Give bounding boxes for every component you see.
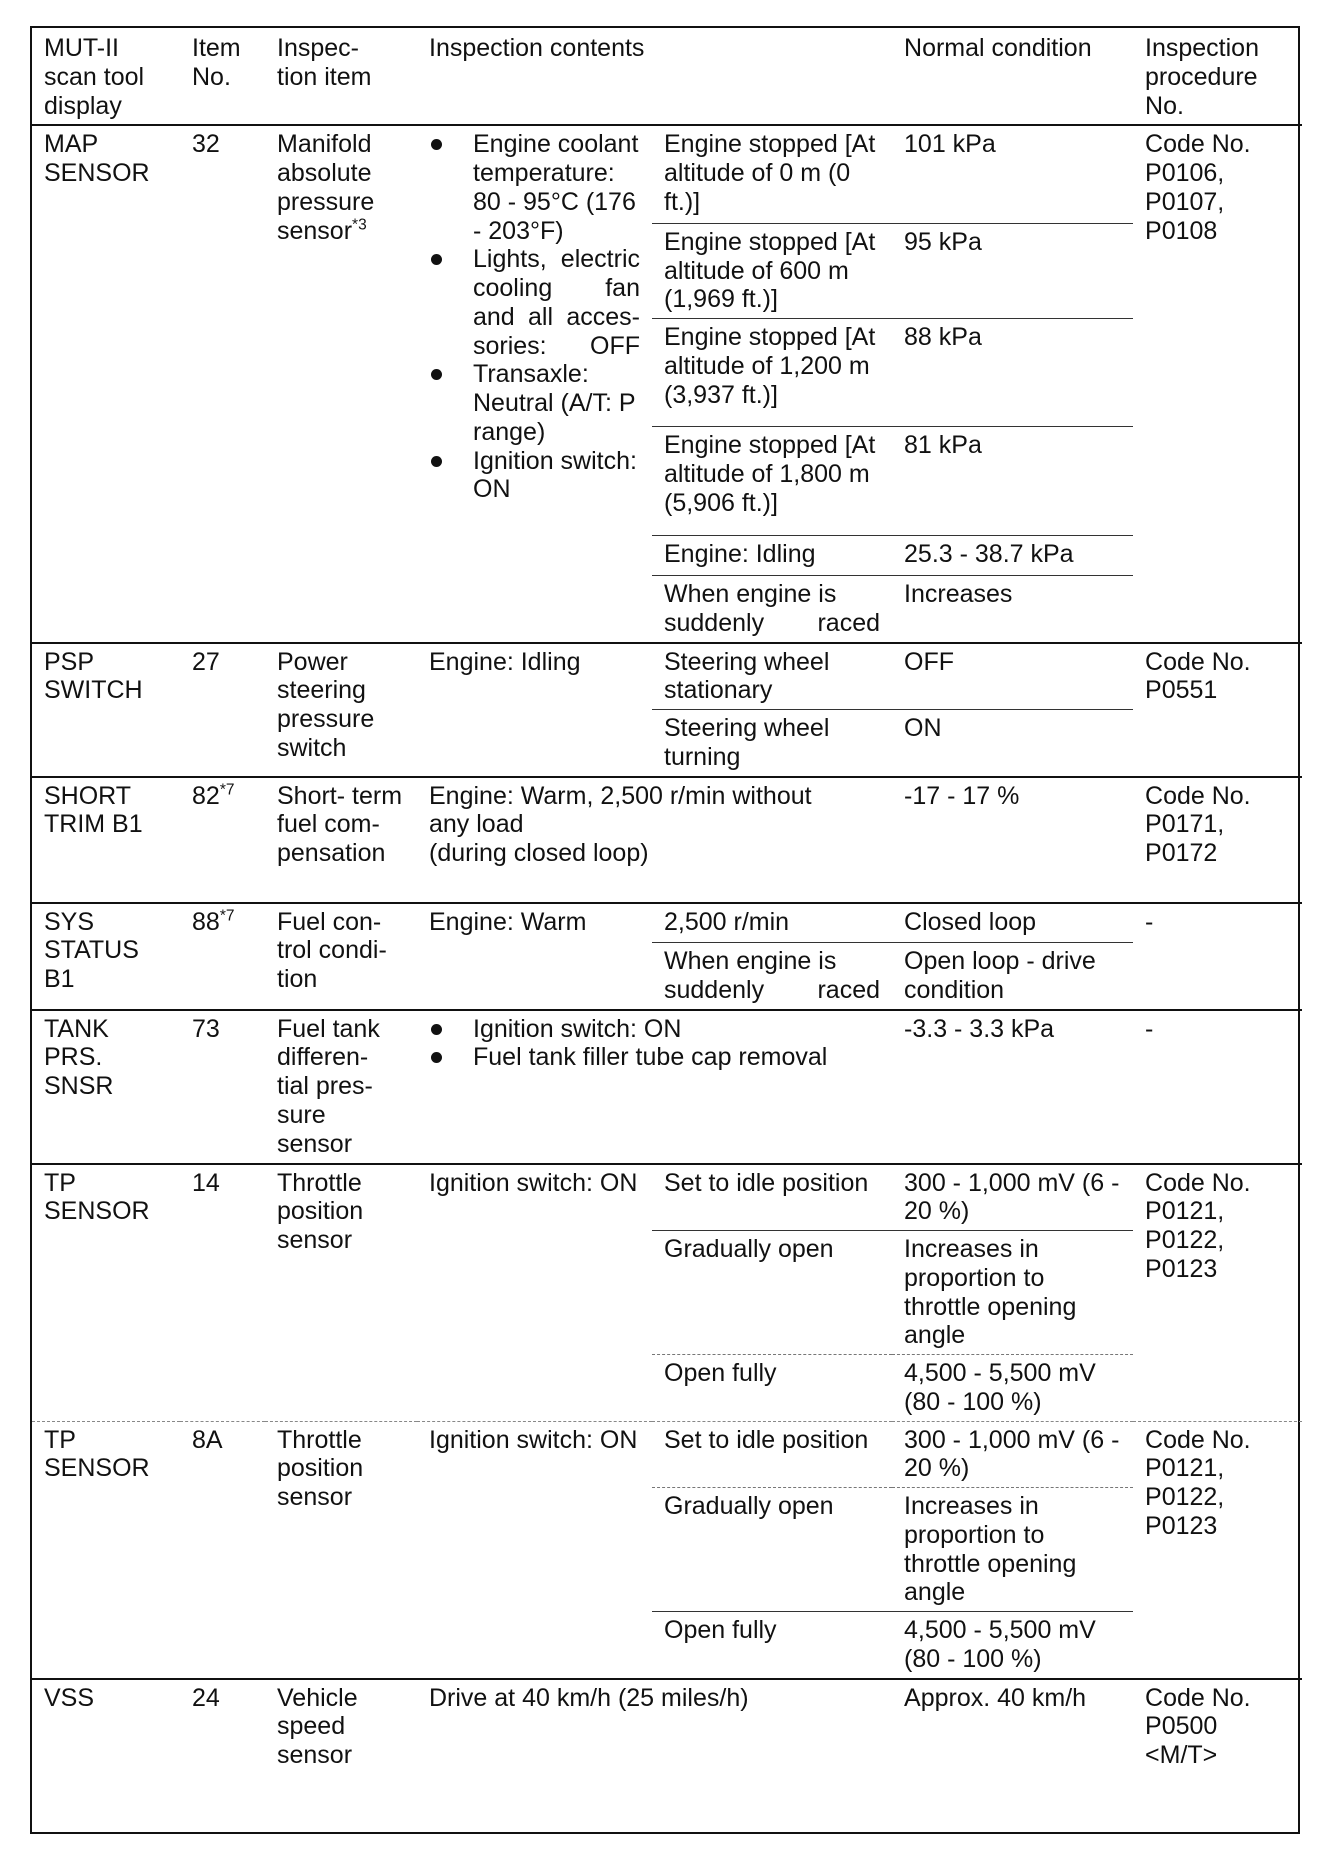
condition-cell: Gradually open [652, 1488, 892, 1612]
display-name: TP SENSOR [32, 1421, 180, 1679]
display-name: SYS STATUS B1 [32, 903, 180, 1010]
item-number: 8A [180, 1421, 265, 1679]
normal-value: -3.3 - 3.3 kPa [892, 1010, 1133, 1164]
header-procedure: Inspection procedure No. [1145, 34, 1259, 120]
inspection-contents [417, 777, 892, 903]
inspection-item: Fuel con- trol condi- tion [265, 903, 417, 1010]
list-item: Ignition switch: ON [423, 1015, 880, 1044]
condition-cell: Open fully [652, 1612, 892, 1679]
inspection-item: Short- term fuel com- pensation [265, 777, 417, 903]
table-row [32, 643, 1302, 710]
normal-value: Closed loop [892, 903, 1133, 943]
item-number-text: 82 [192, 781, 220, 810]
normal-value: 25.3 - 38.7 kPa [892, 536, 1133, 576]
procedure-code: Code No. P0121, P0122, P0123 [1133, 1421, 1302, 1679]
condition-cell: Steering wheel stationary [652, 643, 892, 710]
header-normal-condition: Normal condition [904, 34, 1092, 62]
normal-value: 300 - 1,000 mV (6 - 20 %) [892, 1421, 1133, 1488]
normal-value: 95 kPa [892, 223, 1133, 318]
normal-value: ON [892, 710, 1133, 777]
procedure-code: Code No. P0551 [1133, 643, 1302, 777]
display-name: SHORT TRIM B1 [32, 777, 180, 903]
display-name: TP SENSOR [32, 1164, 180, 1422]
normal-value: Increases in proportion to throttle opening angle [892, 1488, 1133, 1612]
inspection-contents: Drive at 40 km/h (25 miles/h) [417, 1679, 892, 1833]
condition-cell: Set to idle position [652, 1164, 892, 1231]
table-row [32, 1679, 1302, 1833]
header-row [32, 28, 1302, 125]
normal-value: 101 kPa [892, 125, 1133, 223]
list-item: Ignition switch: ON [423, 447, 640, 505]
table-row [32, 1421, 1302, 1488]
normal-value: 88 kPa [892, 319, 1133, 427]
procedure-code: - [1133, 903, 1302, 1010]
item-number: 14 [180, 1164, 265, 1422]
list-item: Engine coolant temperature: 80 - 95°C (176 - 203°F) [423, 130, 640, 245]
item-number: 27 [180, 643, 265, 777]
condition-cell: Engine stopped [At altitude of 1,800 m (5,906 ft.)] [652, 427, 892, 536]
procedure-code: Code No. P0106, P0107, P0108 [1133, 125, 1302, 642]
list-item: Fuel tank filler tube cap removal [423, 1043, 880, 1072]
normal-value: Increases in proportion to throttle opening angle [892, 1231, 1133, 1355]
inspection-contents [417, 125, 652, 642]
condition-cell: 2,500 r/min [652, 903, 892, 943]
item-number: 32 [180, 125, 265, 642]
normal-value: -17 - 17 % [892, 777, 1133, 903]
inspection-item: Fuel tank differen- tial pres- sure sensor [265, 1010, 417, 1164]
display-name: VSS [32, 1679, 180, 1833]
condition-cell: Engine stopped [At altitude of 0 m (0 ft.)] [652, 125, 892, 223]
condition-cell: Open fully [652, 1355, 892, 1422]
item-number [180, 903, 265, 1010]
procedure-code: Code No. P0500 <M/T> [1133, 1679, 1302, 1833]
inspection-sheet [30, 26, 1300, 1834]
display-name: TANK PRS. SNSR [32, 1010, 180, 1164]
procedure-code: Code No. P0121, P0122, P0123 [1133, 1164, 1302, 1422]
header-item-no: Item No. [192, 34, 241, 91]
procedure-code: - [1133, 1010, 1302, 1164]
footnote-mark: *3 [352, 216, 367, 234]
condition-cell: Gradually open [652, 1231, 892, 1355]
display-name: MAP SENSOR [32, 125, 180, 642]
procedure-code: Code No. P0171, P0172 [1133, 777, 1302, 903]
table-row [32, 1164, 1302, 1231]
inspection-contents: Engine: Idling [417, 643, 652, 777]
inspection-contents: Engine: Warm [417, 903, 652, 1010]
header-inspection-contents: Inspection contents [429, 34, 645, 62]
display-name: PSP SWITCH [32, 643, 180, 777]
condition-cell: Engine stopped [At altitude of 1,200 m (3,937 ft.)] [652, 319, 892, 427]
footnote-mark: *7 [219, 781, 235, 799]
inspection-contents [417, 1010, 892, 1164]
contents-line: Engine: Warm, 2,500 r/min without any load [429, 781, 812, 839]
inspection-item: Vehicle speed sensor [265, 1679, 417, 1833]
inspection-item: Power steering pressure switch [265, 643, 417, 777]
condition-cell: Steering wheel turning [652, 710, 892, 777]
inspection-item-text: Manifold absolute pressure sensor [277, 130, 375, 245]
normal-value: Increases [892, 576, 1133, 643]
table-row [32, 903, 1302, 943]
condition-cell: When engine is suddenly raced [652, 576, 892, 643]
table-row [32, 1010, 1302, 1164]
condition-cell: Engine stopped [At altitude of 600 m (1,969 ft.)] [652, 223, 892, 318]
inspection-contents: Ignition switch: ON [417, 1421, 652, 1679]
condition-cell: Engine: Idling [652, 536, 892, 576]
header-display: MUT-II scan tool display [44, 34, 145, 120]
item-number-text: 88 [192, 907, 220, 936]
condition-cell: Set to idle position [652, 1421, 892, 1488]
table-row [32, 125, 1302, 223]
list-item: Transaxle: Neutral (A/T: P range) [423, 360, 640, 446]
item-number: 73 [180, 1010, 265, 1164]
item-number: 24 [180, 1679, 265, 1833]
condition-list [423, 1015, 880, 1073]
condition-cell: When engine is suddenly raced [652, 943, 892, 1010]
list-item: Lights, electric cooling fan and all acces- sories: OFF [423, 245, 640, 360]
contents-line: (during closed loop) [429, 839, 649, 867]
data-list-table [32, 28, 1302, 1832]
item-number [180, 777, 265, 903]
normal-value: 300 - 1,000 mV (6 - 20 %) [892, 1164, 1133, 1231]
normal-value: Approx. 40 km/h [892, 1679, 1133, 1833]
inspection-item: Throttle position sensor [265, 1421, 417, 1679]
normal-value: 4,500 - 5,500 mV (80 - 100 %) [892, 1612, 1133, 1679]
inspection-item: Throttle position sensor [265, 1164, 417, 1422]
normal-value: 4,500 - 5,500 mV (80 - 100 %) [892, 1355, 1133, 1422]
normal-value: OFF [892, 643, 1133, 710]
normal-value: 81 kPa [892, 427, 1133, 536]
header-inspection-item: Inspec- tion item [277, 34, 372, 91]
condition-list [423, 130, 640, 504]
footnote-mark: *7 [219, 907, 235, 925]
inspection-item [265, 125, 417, 642]
table-row [32, 777, 1302, 903]
normal-value: Open loop - drive condition [892, 943, 1133, 1010]
inspection-contents: Ignition switch: ON [417, 1164, 652, 1422]
